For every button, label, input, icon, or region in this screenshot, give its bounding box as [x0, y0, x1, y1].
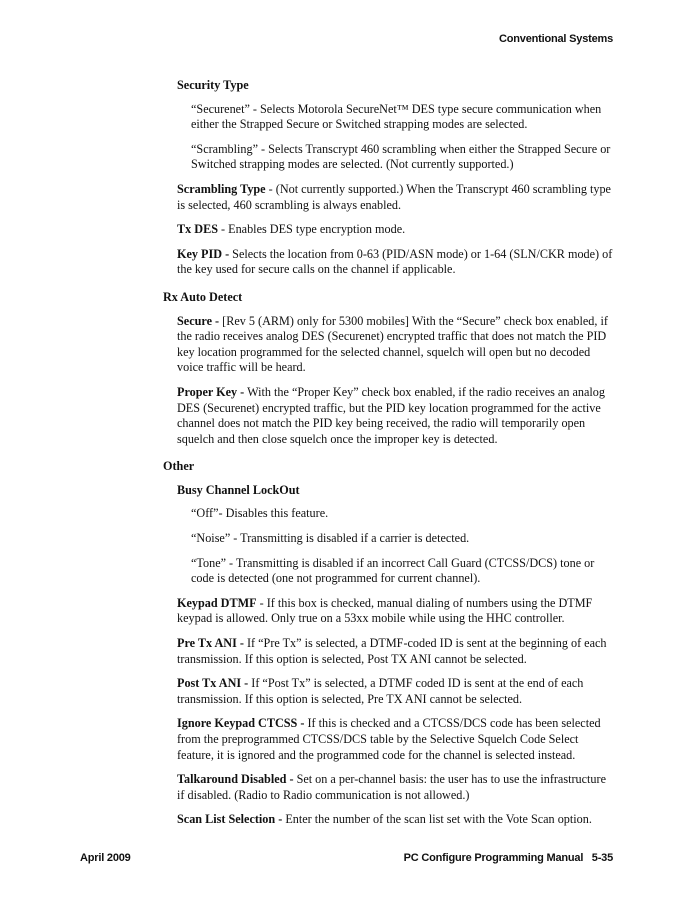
talkaround-paragraph: [177, 772, 613, 803]
securenet-paragraph: “Securenet” - Selects Motorola SecureNet™ DES type secure communication when either the Strapped Secure or Switched strapping modes are selected.: [191, 101, 602, 132]
page-content: [163, 78, 613, 837]
pre-tx-ani-paragraph: [177, 636, 613, 667]
security-type-heading: Security Type: [177, 78, 249, 92]
key-pid-paragraph: [177, 247, 613, 278]
talkaround-text: Set on a per-channel basis: the user has to use the infrastructure if disabled. (Radio to Radio communication is not allowed.): [177, 772, 606, 802]
scrambling-paragraph: “Scrambling” - Selects Transcrypt 460 scrambling when either the Strapped Secure or Switched strapping modes are selected. (Not currently supported.): [191, 141, 611, 172]
talkaround-term: Talkaround Disabled -: [177, 772, 294, 787]
off-paragraph: “Off”- Disables this feature.: [191, 506, 329, 521]
scan-list-text: Enter the number of the scan list set with the Vote Scan option.: [282, 812, 592, 827]
scrambling-type-paragraph: [177, 182, 613, 213]
noise-paragraph: “Noise” - Transmitting is disabled if a carrier is detected.: [191, 531, 470, 546]
secure-term: Secure -: [177, 313, 220, 328]
running-header: Conventional Systems: [499, 33, 613, 45]
post-tx-ani-text: If “Post Tx” is selected, a DTMF coded ID is sent at the end of each transmission. If this option is selected, Pre TX ANI cannot be selected.: [177, 676, 584, 706]
footer-manual-page: [404, 852, 613, 864]
proper-key-paragraph: [177, 385, 613, 447]
ignore-keypad-ctcss-paragraph: [177, 716, 613, 763]
ignore-keypad-ctcss-text: If this is checked and a CTCSS/DCS code has been selected from the preprogrammed CTCSS/DCS table by the Selective Squelch Code Select feature, it is ignored and the programmed code for the channel is selected instead.: [177, 716, 601, 762]
proper-key-text: With the “Proper Key” check box enabled, if the radio receives an analog DES (Securenet) encrypted traffic, but the PID key location programmed for the active channel does not match the PID key being received, the radio will temporarily open squelch and then close squelch once the improper key is detected.: [177, 384, 605, 446]
scan-list-term: Scan List Selection -: [177, 812, 283, 827]
scrambling-type-text: - (Not currently supported.) When the Transcrypt 460 scrambling type is selected, 460 scrambling is always enabled.: [177, 181, 611, 212]
tx-des-term: Tx DES: [177, 222, 218, 237]
footer-manual-title: PC Configure Programming Manual: [403, 852, 584, 864]
post-tx-ani-term: Post Tx ANI -: [177, 676, 249, 691]
tone-paragraph: “Tone” - Transmitting is disabled if an incorrect Call Guard (CTCSS/DCS) tone or code is detected (one not programmed for current channel).: [191, 555, 595, 586]
scrambling-type-term: Scrambling Type: [177, 181, 266, 196]
other-heading: Other: [163, 459, 195, 474]
rx-auto-detect-heading: Rx Auto Detect: [163, 289, 243, 304]
pre-tx-ani-text: If “Pre Tx” is selected, a DTMF-coded ID is sent at the beginning of each transmission. If this option is selected, Post TX ANI cannot be selected.: [177, 636, 607, 666]
post-tx-ani-paragraph: [177, 676, 613, 707]
secure-text: [Rev 5 (ARM) only for 5300 mobiles] With the “Secure” check box enabled, if the radio receives analog DES (Securenet) encrypted traffic that does not match the PID key location programmed for the selected channel, squelch will open but no decoded voice traffic will be heard.: [177, 313, 608, 375]
keypad-dtmf-text: - If this box is checked, manual dialing of numbers using the DTMF keypad is allowed. Only true on a 53xx mobile while using the HHC controller.: [177, 595, 593, 626]
keypad-dtmf-term: Keypad DTMF: [177, 595, 257, 610]
busy-channel-heading: Busy Channel LockOut: [177, 482, 300, 497]
scan-list-paragraph: [177, 812, 613, 828]
page-number: 5-35: [591, 852, 613, 864]
tx-des-text: - Enables DES type encryption mode.: [217, 222, 406, 237]
key-pid-term: Key PID -: [177, 246, 230, 261]
pre-tx-ani-term: Pre Tx ANI -: [177, 636, 244, 651]
key-pid-text: Selects the location from 0-63 (PID/ASN mode) or 1-64 (SLN/CKR mode) of the key used for secure calls on the channel if applicable.: [177, 246, 613, 277]
keypad-dtmf-paragraph: [177, 596, 613, 627]
tx-des-paragraph: [177, 222, 613, 238]
proper-key-term: Proper Key -: [177, 384, 245, 399]
ignore-keypad-ctcss-term: Ignore Keypad CTCSS -: [177, 716, 305, 731]
secure-paragraph: [177, 314, 613, 376]
footer-date: April 2009: [80, 852, 131, 864]
